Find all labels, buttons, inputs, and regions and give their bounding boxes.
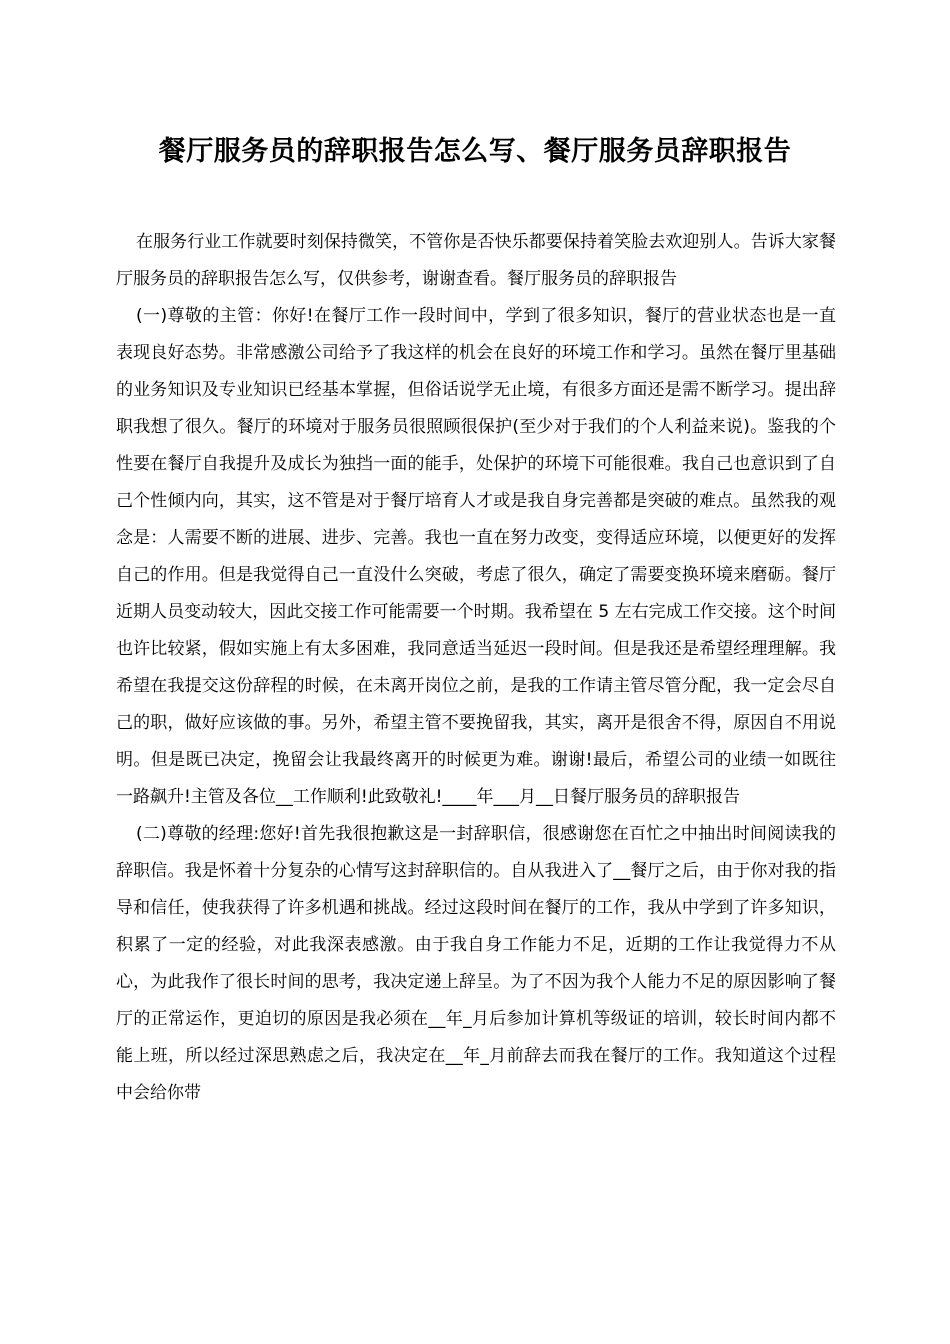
document-body [116,224,836,1112]
paragraph-letter-two: (二)尊敬的经理:您好!首先我很抱歉这是一封辞职信，很感谢您在百忙之中抽出时间阅读我的辞职信。我是怀着十分复杂的心情写这封辞职信的。自从我进入了__餐厅之后，由于你对我的指导和信任，使我获得了许多机遇和挑战。经过这段时间在餐厅的工作，我从中学到了许多知识，积累了一定的经验，对此我深表感激。由于我自身工作能力不足，近期的工作让我觉得力不从心，为此我作了很长时间的思考，我决定递上辞呈。为了不因为我个人能力不足的原因影响了餐厅的正常运作，更迫切的原因是我必须在__年_月后参加计算机等级证的培训，较长时间内都不能上班，所以经过深思熟虑之后，我决定在__年_月前辞去而我在餐厅的工作。我知道这个过程中会给你带 [116,824,836,1103]
paragraph-letter-one: (一)尊敬的主管：你好!在餐厅工作一段时间中，学到了很多知识，餐厅的营业状态也是一直表现良好态势。非常感激公司给予了我这样的机会在良好的环境工作和学习。虽然在餐厅里基础的业务知识及专业知识已经基本掌握，但俗话说学无止境，有很多方面还是需不断学习。提出辞职我想了很久。餐厅的环境对于服务员很照顾很保护(至少对于我们的个人利益来说)。鉴我的个性要在餐厅自我提升及成长为独挡一面的能手，处保护的环境下可能很难。我自己也意识到了自己个性倾内向，其实，这不管是对于餐厅培育人才或是我自身完善都是突破的难点。虽然我的观念是：人需要不断的进展、进步、完善。我也一直在努力改变，变得适应环境，以便更好的发挥自己的作用。但是我觉得自己一直没什么突破，考虑了很久，确定了需要变换环境来磨砺。餐厅近期人员变动较大，因此交接工作可能需要一个时期。我希望在 5 左右完成工作交接。这个时间也许比较紧，假如实施上有太多困难，我同意适当延迟一段时间。但是我还是希望经理理解。我希望在我提交这份辞程的时候，在未离开岗位之前，是我的工作请主管尽管分配，我一定会尽自己的职，做好应该做的事。另外，希望主管不要挽留我，其实，离开是很舍不得，原因自不用说明。但是既已决定，挽留会让我最终离开的时候更为难。谢谢!最后，希望公司的业绩一如既往一路飙升!主管及各位__工作顺利!此致敬礼!____年___月__日餐厅服务员的辞职报告 [116,306,836,807]
document-title: 餐厅服务员的辞职报告怎么写、餐厅服务员辞职报告 [158,136,792,167]
paragraph-intro: 在服务行业工作就要时刻保持微笑，不管你是否快乐都要保持着笑脸去欢迎别人。告诉大家餐厅服务员的辞职报告怎么写，仅供参考，谢谢查看。餐厅服务员的辞职报告 [116,232,836,289]
